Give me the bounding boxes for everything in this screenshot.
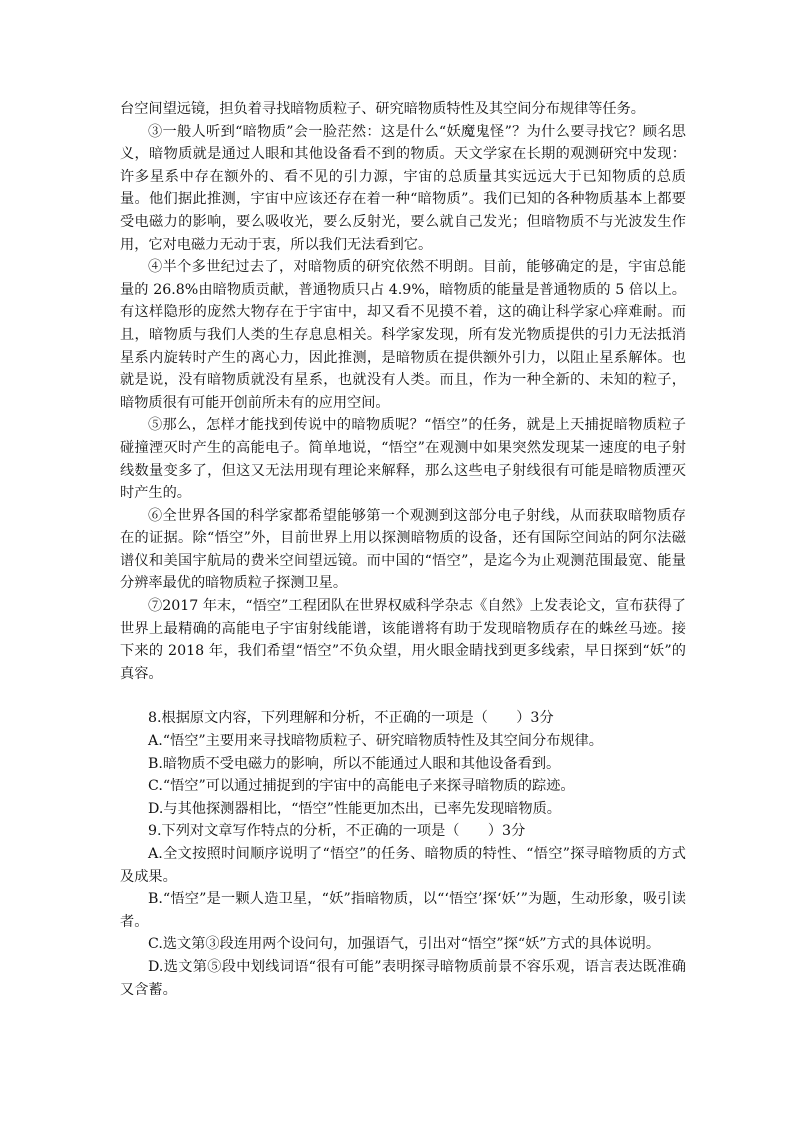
paragraph-7: ⑦2017 年末，“悟空”工程团队在世界权威科学杂志《自然》上发表论文，宣布获得了世界上最精确的高能电子宇宙射线能谱，该能谱将有助于发现暗物质存在的蛛丝马迹。接下来的 2018 年，我们希望“悟空”不负众望，用火眼金睛找到更多线索，早日探到“妖”的真容。 <box>120 598 686 682</box>
question-9-option-b: B.“悟空”是一颗人造卫星，“妖”指暗物质，以“‘悟空’探‘妖’”为题，生动形象，吸引读者。 <box>120 891 686 930</box>
paragraph-3: ③一般人听到“暗物质”会一脸茫然：这是什么“妖魔鬼怪”？为什么要寻找它？顾名思义，暗物质就是通过人眼和其他设备看不到的物质。天文学家在长期的观测研究中发现：许多星系中存在额外的、看不见的引力源，宇宙的总质量其实远远大于已知物质的总质量。他们据此推测，宇宙中应该还存在着一种“暗物质”。我们已知的各种物质基本上都要受电磁力的影响，要么吸收光，要么反射光，要么就自己发光；但暗物质不与光波发生作用，它对电磁力无动于衷，所以我们无法看到它。 <box>120 123 686 253</box>
paragraph-4: ④半个多世纪过去了，对暗物质的研究依然不明朗。目前，能够确定的是，宇宙总能量的 26.8%由暗物质贡献，普通物质只占 4.9%，暗物质的能量是普通物质的 5 倍以上。有这样隐形的庞然大物存在于宇宙中，却又看不见摸不着，这的确让科学家心痒难耐。而且，暗物质与我们人类的生存息息相关。科学家发现，所有发光物质提供的引力无法抵消星系内旋转时产生的离心力，因此推测，是暗物质在提供额外引力，以阻止星系解体。也就是说，没有暗物质就没有星系，也就没有人类。而且，作为一种全新的、未知的粒子，暗物质很有可能开创前所未有的应用空间。 <box>120 259 686 411</box>
question-8-option-a: A.“悟空”主要用来寻找暗物质粒子、研究暗物质特性及其空间分布规律。 <box>148 733 603 750</box>
question-8: 8.根据原文内容，下列理解和分析，不正确的一项是（ ）3分 <box>148 710 554 727</box>
question-8-option-b: B.暗物质不受电磁力的影响，所以不能通过人眼和其他设备看到。 <box>148 755 561 772</box>
question-9-option-c: C.选文第③段连用两个设问句，加强语气，引出对“悟空”探“妖”方式的具体说明。 <box>148 936 661 953</box>
paragraph-5: ⑤那么，怎样才能找到传说中的暗物质呢？“悟空”的任务，就是上天捕捉暗物质粒子碰撞湮灭时产生的高能电子。简单地说，“悟空”在观测中如果突然发现某一速度的电子射线数量变多了，但这又无法用现有理论来解释，那么这些电子射线很有可能是暗物质湮灭时产生的。 <box>120 417 686 502</box>
paragraph-continuation: 台空间望远镜，担负着寻找暗物质粒子、研究暗物质特性及其空间分布规律等任务。 <box>120 101 645 117</box>
question-9-option-d: D.选文第⑤段中划线词语“很有可能”表明探寻暗物质前景不容乐观，语言表达既准确又含蓄。 <box>120 958 686 998</box>
passage <box>120 98 686 685</box>
questions <box>120 707 686 1001</box>
question-8-option-d: D.与其他探测器相比，“悟空”性能更加杰出，已率先发现暗物质。 <box>148 800 561 817</box>
question-9-option-a: A.全文按照时间顺序说明了“悟空”的任务、暗物质的特性、“悟空”探寻暗物质的方式及成果。 <box>120 846 686 885</box>
paragraph-6: ⑥全世界各国的科学家都希望能够第一个观测到这部分电子射线，从而获取暗物质存在的证据。除“悟空”外，目前世界上用以探测暗物质的设备，还有国际空间站的阿尔法磁谱仪和美国宇航局的费米空间望远镜。而中国的“悟空”，是迄今为止观测范围最宽、能量分辨率最优的暗物质粒子探测卫星。 <box>120 507 686 592</box>
question-8-option-c: C.“悟空”可以通过捕捉到的宇宙中的高能电子来探寻暗物质的踪迹。 <box>148 778 575 795</box>
document-page <box>120 98 686 1001</box>
question-9: 9.下列对文章写作特点的分析，不正确的一项是（ ）3分 <box>148 823 526 840</box>
